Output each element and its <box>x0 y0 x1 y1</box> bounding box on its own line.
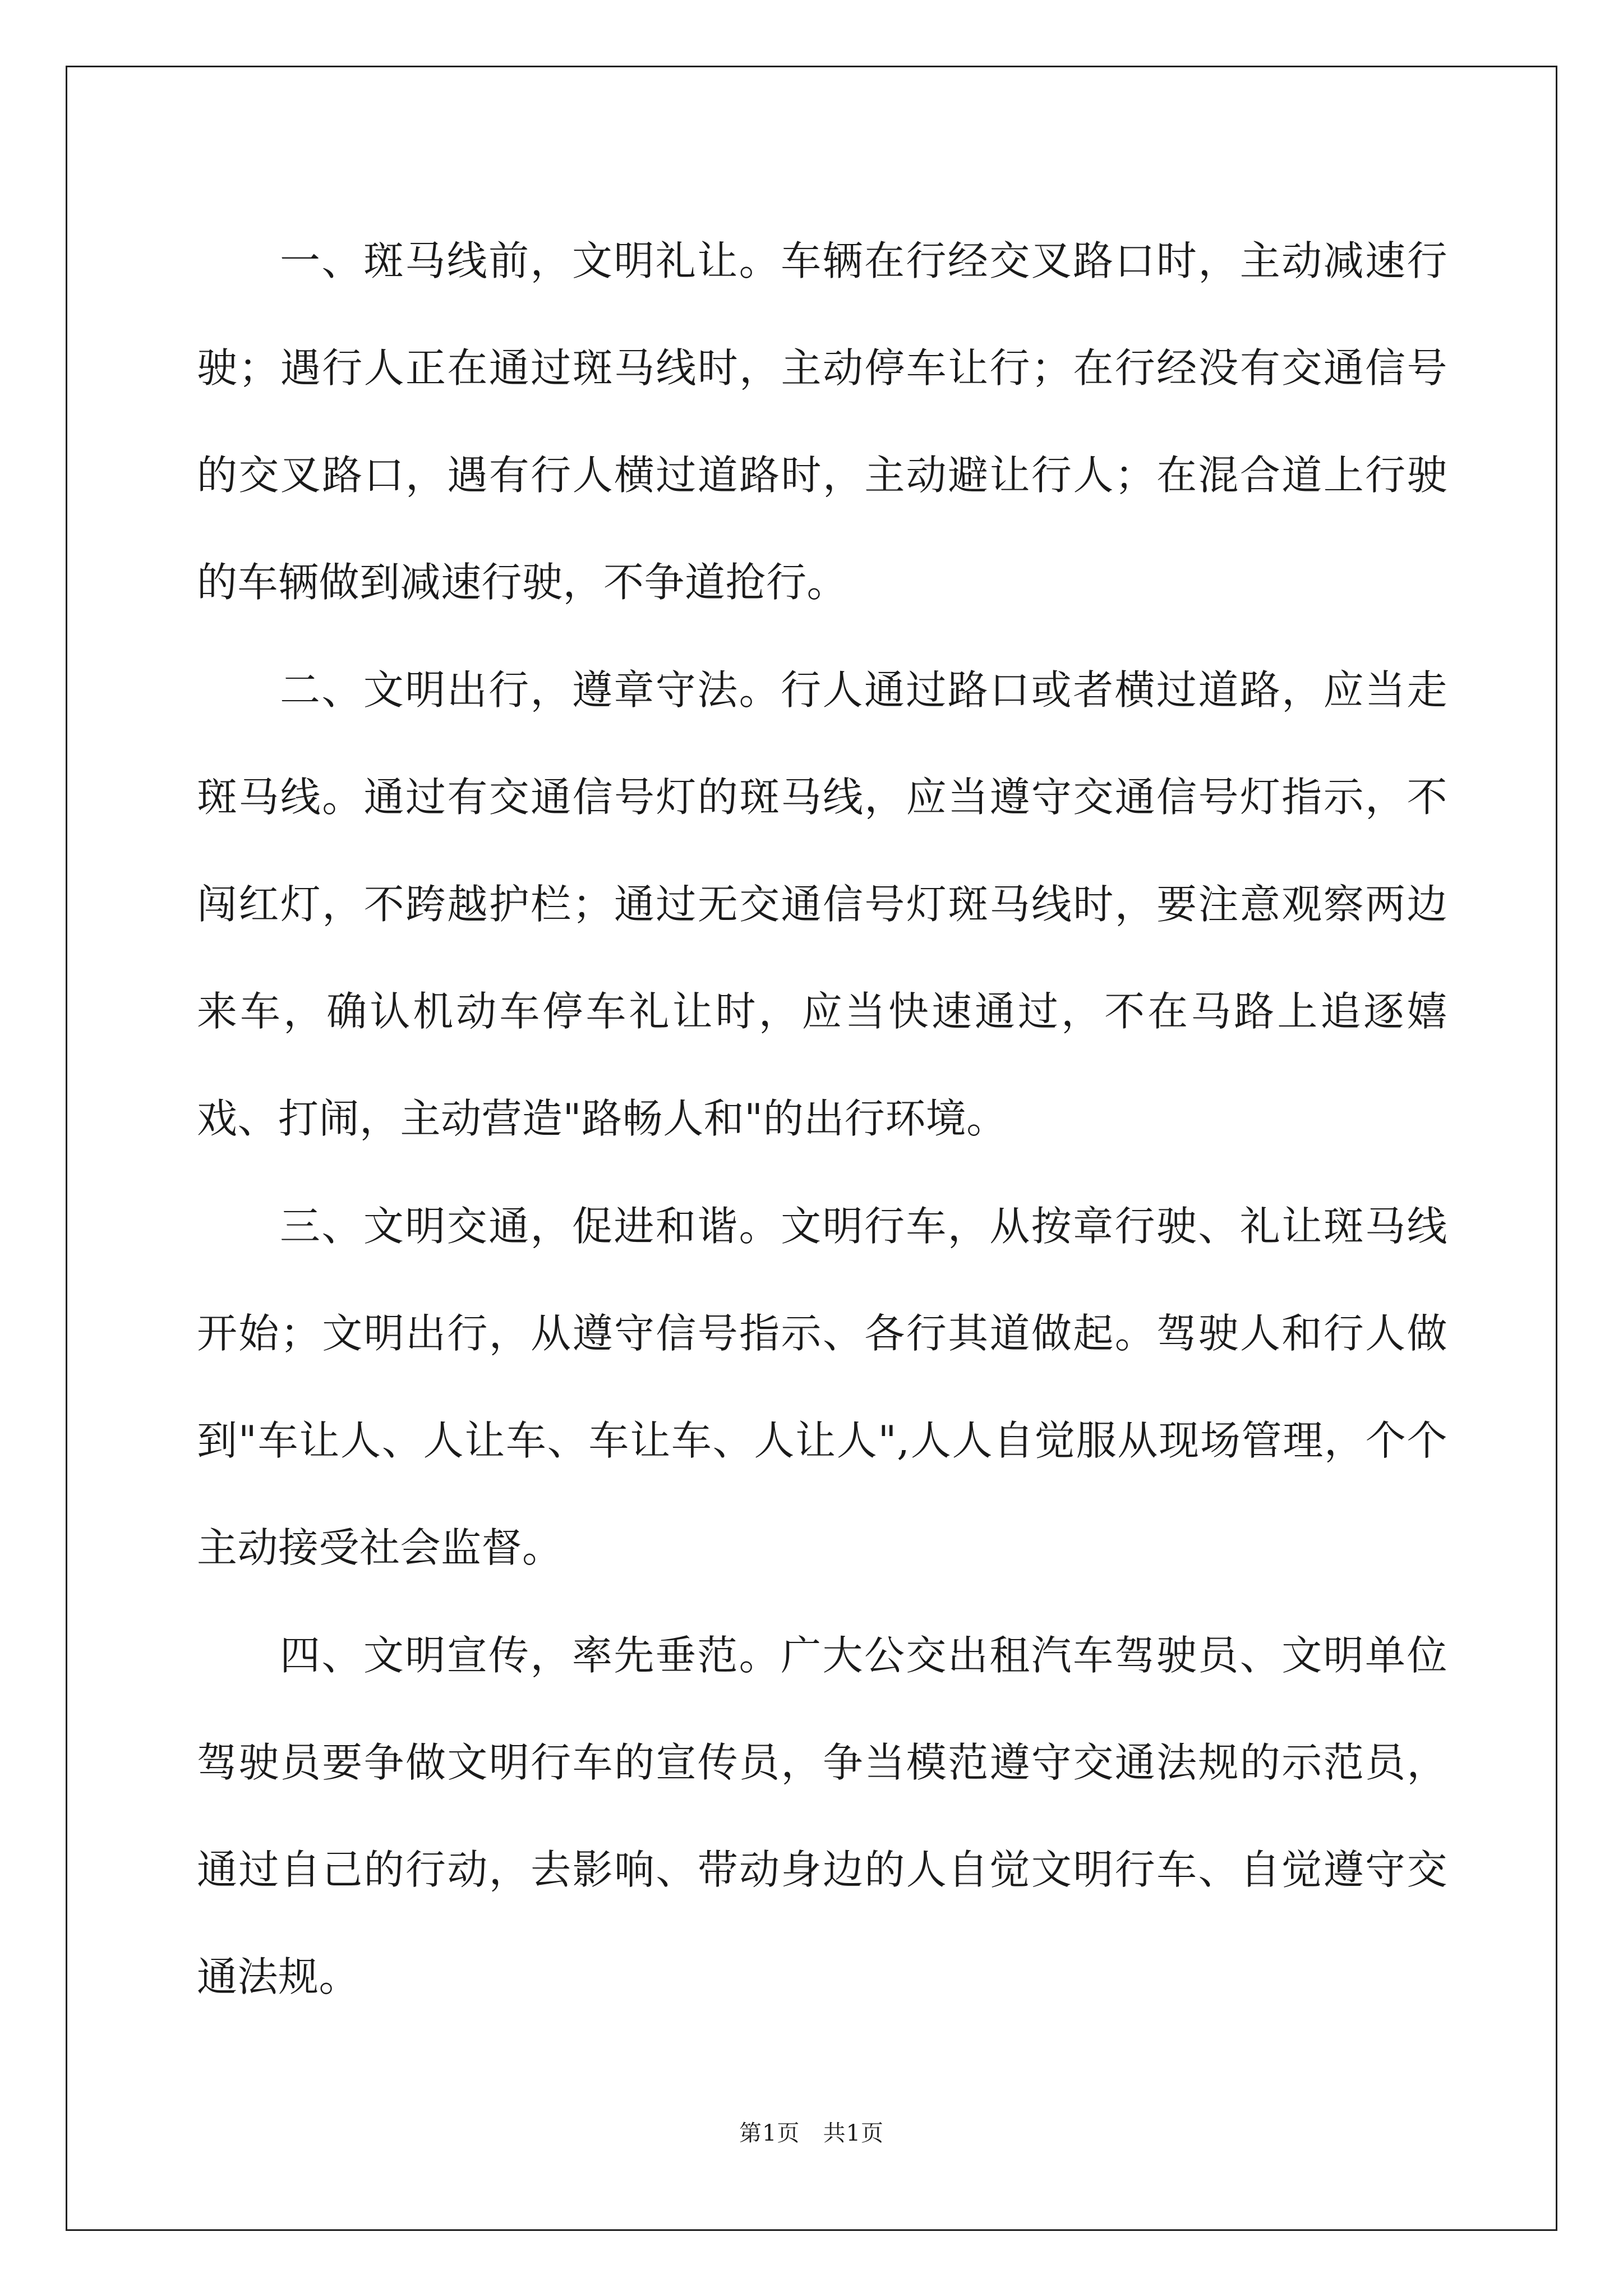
paragraph-4: 四、文明宣传，率先垂范。广大公交出租汽车驾驶员、文明单位驾驶员要争做文明行车的宣传员，争当模范遵守交通法规的示范员，通过自己的行动，去影响、带动身边的人自觉文明行车、自觉遵守交通法规。 <box>197 1632 1447 2000</box>
document-body <box>197 208 1447 2031</box>
page-number-label: 第1页 <box>739 2120 800 2146</box>
paragraph-1: 一、斑马线前，文明礼让。车辆在行经交叉路口时，主动减速行驶；遇行人正在通过斑马线时，主动停车让行；在行经没有交通信号的交叉路口，遇有行人横过道路时，主动避让行人；在混合道上行驶的车辆做到减速行驶，不争道抢行。 <box>197 237 1447 606</box>
page-footer <box>0 2119 1623 2147</box>
paragraph-3: 三、文明交通，促进和谐。文明行车，从按章行驶、礼让斑马线开始；文明出行，从遵守信号指示、各行其道做起。驾驶人和行人做到"车让人、人让车、车让车、人让人",人人自觉服从现场管理，个个主动接受社会监督。 <box>197 1203 1447 1571</box>
paragraph-2: 二、文明出行，遵章守法。行人通过路口或者横过道路，应当走斑马线。通过有交通信号灯的斑马线，应当遵守交通信号灯指示，不闯红灯，不跨越护栏；通过无交通信号灯斑马线时，要注意观察两边来车，确认机动车停车礼让时，应当快速通过，不在马路上追逐嬉戏、打闹，主动营造"路畅人和"的出行环境。 <box>197 666 1447 1142</box>
page-total-label: 共1页 <box>823 2120 884 2146</box>
